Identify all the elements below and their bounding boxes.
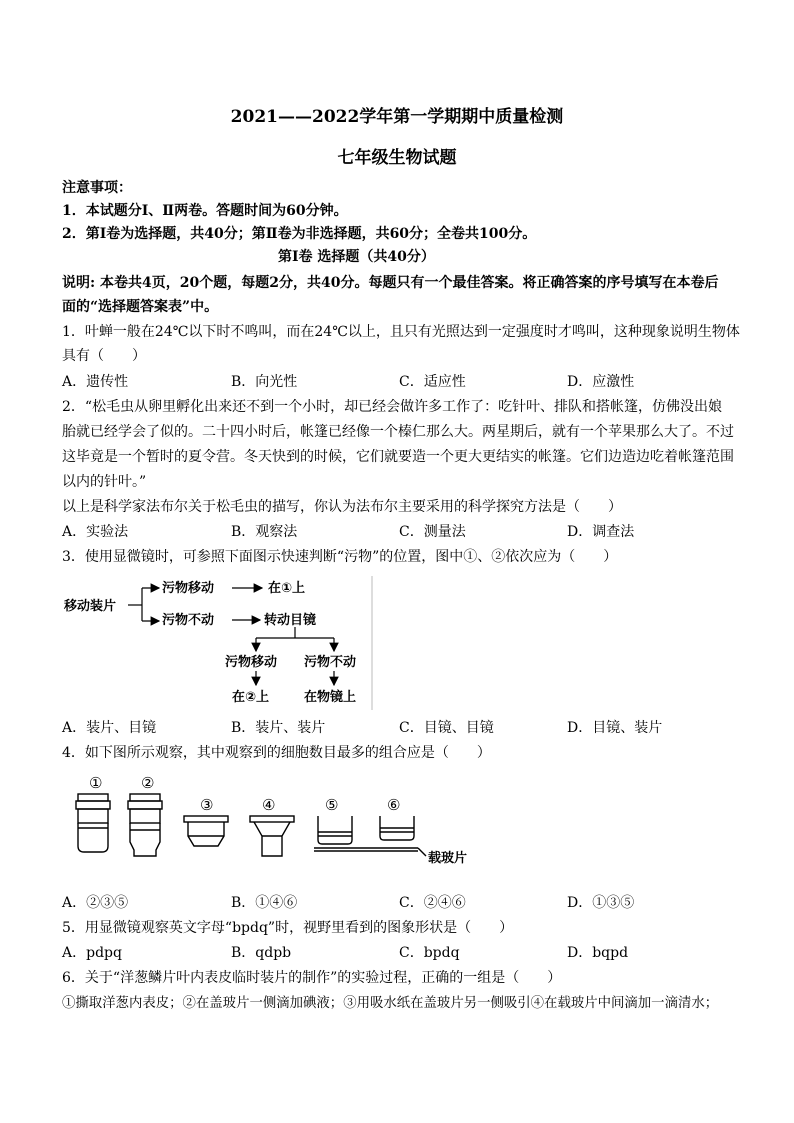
label-1: ① xyxy=(89,774,103,792)
q5-option-c: C．bpdq xyxy=(399,945,460,961)
eyepiece-short xyxy=(184,816,228,846)
q3-option-c: C．目镜、目镜 xyxy=(399,720,494,736)
q5-option-b: B．qdpb xyxy=(231,945,292,961)
q3-stem: 3．使用显微镜时，可参照下面图示快速判断“污物”的位置，图中①、②依次应为（ ） xyxy=(62,549,618,565)
objective-near-slide xyxy=(318,816,352,844)
flow-on1: 在①上 xyxy=(268,581,306,596)
label-5: ⑤ xyxy=(325,796,339,814)
q2-option-a: A．实验法 xyxy=(62,524,129,540)
q1-stem-1: 1．叶蝉一般在24℃以下时不鸣叫，而在24℃以上，且只有光照达到一定强度时才鸣叫，这种现象说明生物体 xyxy=(62,324,740,340)
flow-nomove2: 污物不动 xyxy=(304,655,357,670)
note-1: 1．本试题分Ⅰ、Ⅱ两卷。答题时间为60分钟。 xyxy=(62,203,348,219)
q4-option-c: C．②④⑥ xyxy=(399,895,466,911)
q3-option-d: D．目镜、装片 xyxy=(567,720,663,736)
flow-nomove: 污物不动 xyxy=(162,613,215,628)
note-2: 2．第Ⅰ卷为选择题，共40分；第Ⅱ卷为非选择题，共60分；全卷共100分。 xyxy=(62,226,537,242)
q1-option-c: C．适应性 xyxy=(399,374,466,390)
q1-option-d: D．应激性 xyxy=(567,374,635,390)
q2-option-d: D．调查法 xyxy=(567,524,635,540)
eyepiece-long xyxy=(250,816,294,856)
q5-option-d: D．bqpd xyxy=(567,945,629,961)
label-2: ② xyxy=(141,774,155,792)
flow-move: 污物移动 xyxy=(162,581,215,596)
q2-option-b: B．观察法 xyxy=(231,524,298,540)
label-6: ⑥ xyxy=(387,796,401,814)
q4-option-d: D．①③⑤ xyxy=(567,895,635,911)
q1-stem-2: 具有（ ） xyxy=(62,348,146,364)
exam-title: 2021——2022学年第一学期期中质量检测 xyxy=(230,107,564,127)
section-desc-2: 面的“选择题答案表”中。 xyxy=(62,299,219,315)
notes-heading: 注意事项： xyxy=(62,180,132,196)
flow-turn-eyepiece: 转动目镜 xyxy=(264,613,317,628)
q2-option-c: C．测量法 xyxy=(399,524,466,540)
q5-stem: 5．用显微镜观察英文字母“bpdq”时，视野里看到的图象形状是（ ） xyxy=(62,920,514,936)
q2-stem-5: 以上是科学家法布尔关于松毛虫的描写，你认为法布尔主要采用的科学探究方法是（ ） xyxy=(62,499,622,515)
q4-option-a: A．②③⑤ xyxy=(62,895,129,911)
flow-on2: 在②上 xyxy=(232,690,270,705)
q3-option-b: B．装片、装片 xyxy=(231,720,326,736)
q3-option-a: A．装片、目镜 xyxy=(62,720,157,736)
flow-move2: 污物移动 xyxy=(225,655,278,670)
slide-label: 载玻片 xyxy=(428,851,468,866)
q6-steps: ①撕取洋葱内表皮；②在盖玻片一侧滴加碘液；③用吸水纸在盖玻片另一侧吸引④在载玻片中间滴加一滴清水； xyxy=(62,996,719,1011)
q4-stem: 4．如下图所示观察，其中观察到的细胞数目最多的组合应是（ ） xyxy=(62,745,491,761)
objective-lens-short xyxy=(76,794,110,852)
exam-subtitle: 七年级生物试题 xyxy=(337,148,457,168)
q1-option-a: A．遗传性 xyxy=(62,374,129,390)
flow-on-objective: 在物镜上 xyxy=(304,690,357,705)
label-4: ④ xyxy=(262,796,276,814)
q3-flow-diagram xyxy=(60,572,380,712)
q2-stem-1: 2．“松毛虫从卵里孵化出来还不到一个小时，却已经会做许多工作了：吃针叶、排队和搭帐篷，仿佛没出娘 xyxy=(62,399,723,415)
objective-lens-long xyxy=(128,794,162,856)
q2-stem-2: 胎就已经学会了似的。二十四小时后，帐篷已经像一个榛仁那么大。两星期后，就有一个苹果那么大了。不过 xyxy=(62,424,734,440)
objective-far-slide xyxy=(380,816,414,840)
q1-option-b: B．向光性 xyxy=(231,374,298,390)
q6-stem: 6．关于“洋葱鳞片叶内表皮临时装片的制作”的实验过程，正确的一组是（ ） xyxy=(62,970,562,986)
q4-option-b: B．①④⑥ xyxy=(231,895,298,911)
flow-start: 移动装片 xyxy=(64,599,117,614)
section-desc-1: 说明: 本卷共4页，20个题，每题2分，共40分。每题只有一个最佳答案。将正确答案的序号填写在本卷后 xyxy=(62,275,719,291)
q5-option-a: A．pdpq xyxy=(62,945,122,961)
label-3: ③ xyxy=(200,796,214,814)
q2-stem-4: 以内的针叶。” xyxy=(62,474,147,490)
section-title: 第Ⅰ卷 选择题（共40分） xyxy=(278,249,435,265)
q4-lens-diagram xyxy=(68,770,488,870)
q2-stem-3: 这毕竟是一个暂时的夏令营。冬天快到的时候，它们就要造一个更大更结实的帐篷。它们边造边吃着帐篷范围 xyxy=(62,449,734,465)
